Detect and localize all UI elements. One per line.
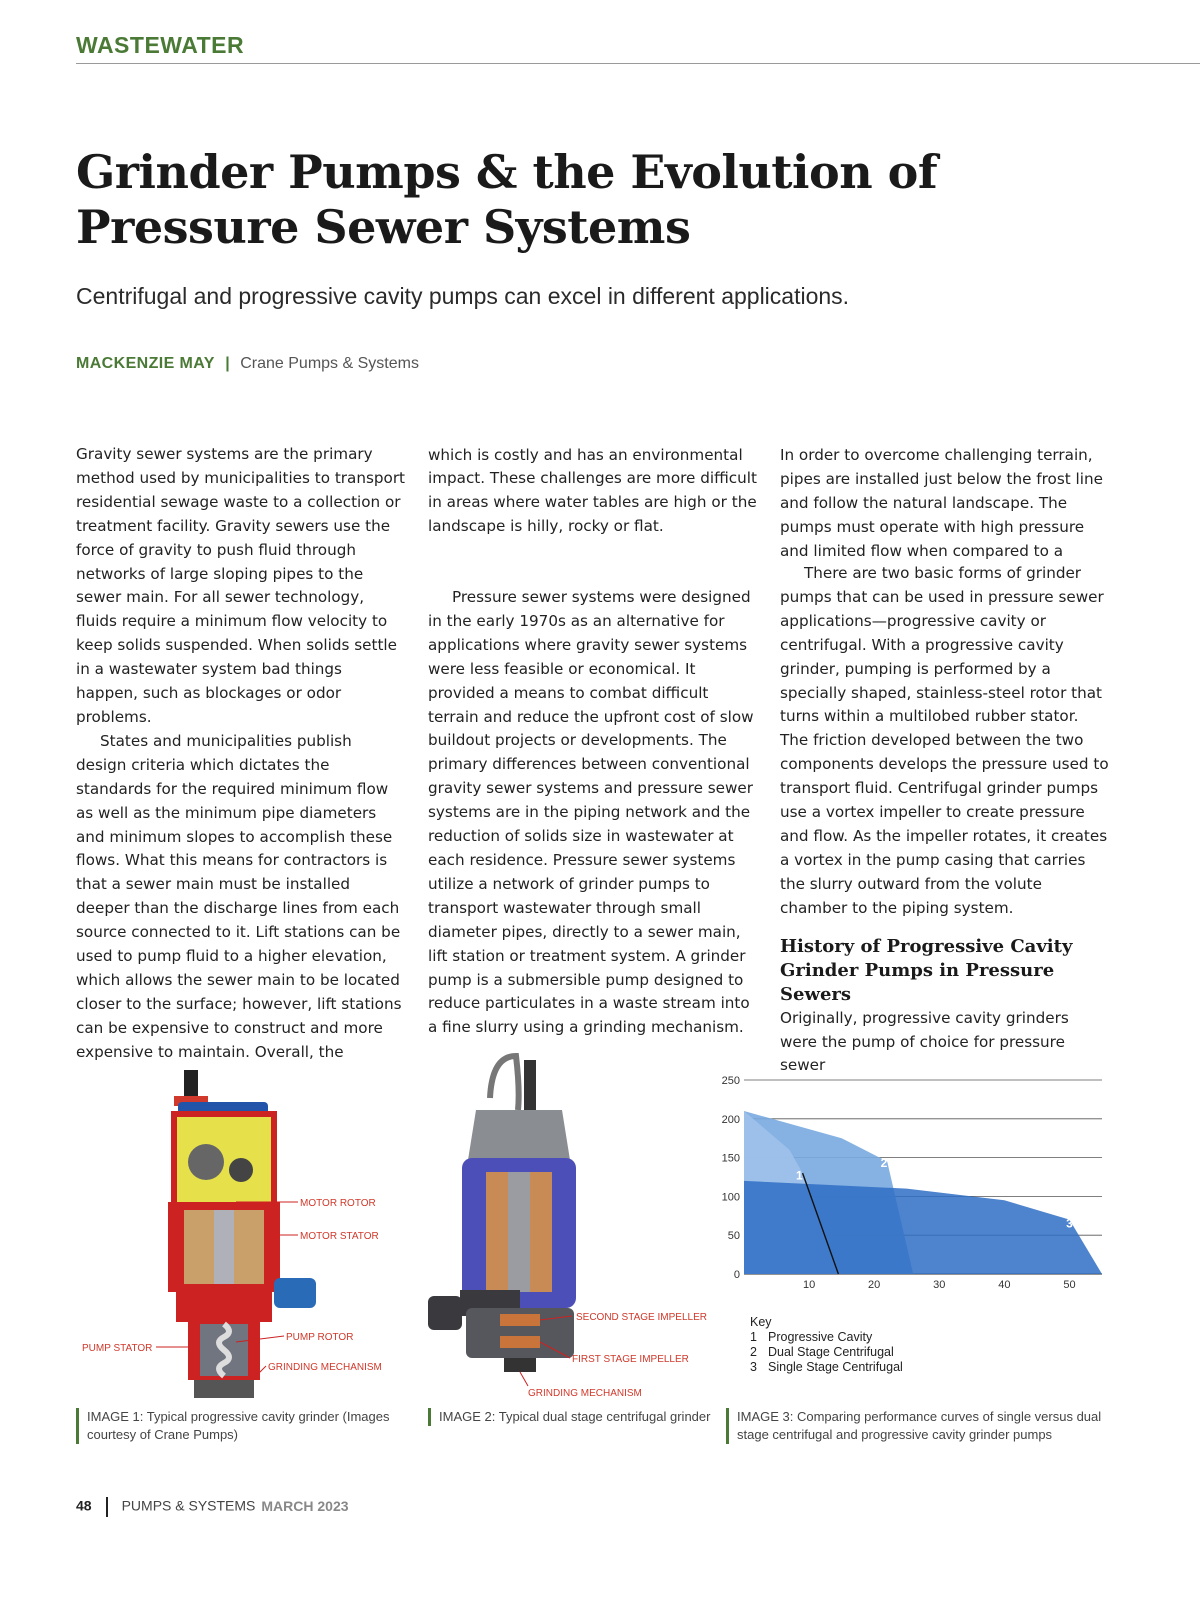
key-number: 1	[750, 1330, 757, 1344]
key-number: 3	[750, 1360, 757, 1374]
cable-gland	[184, 1070, 198, 1100]
chart-key-entry-2	[750, 1345, 894, 1359]
caption-image-3: IMAGE 3: Comparing performance curves of single versus dual stage centrifugal and progressive cavity grinder pumps	[726, 1408, 1107, 1444]
x-tick-label-40: 40	[998, 1279, 1011, 1291]
paragraph-2-continued	[428, 443, 758, 586]
label-motor-rotor: MOTOR ROTOR	[300, 1198, 376, 1209]
article-title	[76, 145, 976, 255]
section-label: WASTEWATER	[76, 32, 245, 58]
x-tick-label-20: 20	[868, 1279, 881, 1291]
cable	[524, 1060, 536, 1112]
article-subtitle: Centrifugal and progressive cavity pumps can excel in different applications.	[76, 283, 850, 309]
motor-shaft	[508, 1172, 530, 1292]
author-organization: Crane Pumps & Systems	[240, 355, 419, 372]
paragraph-5: Originally, progressive cavity grinders were the pump of choice for pressure sewer	[780, 1008, 1069, 1075]
x-tick-label-50: 50	[1063, 1279, 1076, 1291]
title-line-1: Grinder Pumps & the Evolution of	[76, 145, 938, 199]
label-pump-stator: PUMP STATOR	[82, 1343, 153, 1354]
chart-areas	[744, 1111, 1102, 1274]
label-grinding-mechanism-2: GRINDING MECHANISM	[528, 1388, 642, 1399]
grinder-body	[194, 1380, 254, 1398]
byline	[76, 355, 419, 373]
chart-key-title: Key	[750, 1315, 772, 1329]
y-tick-label-100: 100	[721, 1191, 740, 1204]
seal-housing	[176, 1292, 272, 1322]
float-component	[188, 1144, 224, 1180]
title-line-2: Pressure Sewer Systems	[76, 200, 691, 254]
caption-image-1: IMAGE 1: Typical progressive cavity grinder (Images courtesy of Crane Pumps)	[76, 1408, 407, 1444]
paragraph-2: States and municipalities publish design criteria which dictates the standards for the required minimum flow as well as the minimum pipe diameters and minimum slopes to accomplish these flows. What this means for contractors is that a sewer main must be installed deeper than the discharge lines from each source connected to it. Lift stations can be used to pump fluid to a higher elevation, which allows the sewer main to be located closer to the surface; however, lift stations can be expensive to construct and more expensive to maintain. Overall, the	[76, 731, 402, 1061]
chart-key-entry-1	[750, 1330, 873, 1344]
paragraph-3-continued	[780, 443, 1110, 562]
footer-divider	[106, 1497, 108, 1517]
grinding-leader-2	[520, 1372, 528, 1386]
body-column-2	[428, 443, 758, 1038]
top-cover	[468, 1110, 570, 1160]
magazine-name: PUMPS & SYSTEMS	[121, 1497, 256, 1514]
paragraph-4: There are two basic forms of grinder pumps that can be used in pressure sewer applications—progressive cavity or centrifugal. With a progressive cavity grinder, pumping is performed by a specially shaped, stainless-steel rotor that turns within a multilobed rubber stator. The friction developed between the two components develops the pressure used to transport fluid. Centrifugal grinder pumps use a vortex impeller to create pressure and flow. As the impeller rotates, it creates a vortex in the pump casing that carries the slurry outward from the volute chamber to the piping system.	[780, 564, 1109, 917]
x-tick-label-30: 30	[933, 1279, 946, 1291]
key-number: 2	[750, 1345, 757, 1359]
page-footer	[76, 1497, 349, 1517]
paragraph-1: Gravity sewer systems are the primary method used by municipalities to transport residential sewage waste to a collection or treatment facility. Gravity sewers use the force of gravity to push fluid through networks of large sloping pipes to the sewer main. For all sewer technology, fluids require a minimum flow velocity to keep solids suspended. When solids settle in a wastewater system bad things happen, such as blockages or odor problems.	[76, 445, 406, 726]
y-tick-label-0: 0	[733, 1269, 740, 1281]
body-column-1	[76, 443, 406, 1063]
figure-1-pump-cutaway	[76, 1062, 406, 1402]
area-series-3	[744, 1181, 1102, 1274]
label-first-stage-impeller: FIRST STAGE IMPELLER	[572, 1354, 689, 1365]
section-divider	[76, 63, 1200, 64]
paragraph-2-tail: which is costly and has an environmental impact. These challenges are more difficult in areas where water tables are high or the landscape is hilly, rocky or flat.	[428, 445, 757, 536]
motor-rotor-body	[214, 1210, 234, 1284]
key-label: Single Stage Centrifugal	[768, 1360, 903, 1374]
paragraph-3-tail: In order to overcome challenging terrain, pipes are installed just below the frost line and follow the natural landscape. The pumps must operate with high pressure and limited flow when compared to a	[780, 446, 1103, 560]
key-label: Dual Stage Centrifugal	[768, 1345, 894, 1359]
second-stage-impeller-body	[500, 1314, 540, 1326]
author-name: MACKENZIE MAY	[76, 355, 215, 372]
label-motor-stator: MOTOR STATOR	[300, 1231, 379, 1242]
discharge-flange	[428, 1296, 462, 1330]
x-tick-label-10: 10	[802, 1279, 816, 1291]
label-grinding-mechanism: GRINDING MECHANISM	[268, 1362, 382, 1373]
label-second-stage-impeller: SECOND STAGE IMPELLER	[576, 1312, 707, 1323]
chart-key-entry-3	[750, 1360, 903, 1374]
capacitor	[229, 1158, 253, 1182]
label-pump-rotor: PUMP ROTOR	[286, 1332, 354, 1343]
series-marker-2: 2	[880, 1155, 888, 1170]
key-label: Progressive Cavity	[768, 1330, 873, 1344]
first-stage-impeller-body	[500, 1336, 540, 1348]
body-column-3	[780, 443, 1110, 1078]
paragraph-3: Pressure sewer systems were designed in the early 1970s as an alternative for applications where gravity sewer systems were less feasible or economical. It provided a means to combat difficult terrain and reduce the upfront cost of slow buildout projects or developments. The primary differences between conventional gravity sewer systems and pressure sewer systems are in the piping network and the reduction of solids size in wastewater at each residence. Pressure sewer systems utilize a network of grinder pumps to transport wastewater through small diameter pipes, directly to a sewer main, lift station or treatment system. A grinder pump is a submersible pump designed to reduce particulates in a waste stream into a fine slurry using a grinding mechanism.	[428, 588, 754, 1037]
page-number: 48	[76, 1497, 92, 1514]
series-marker-3: 3	[1066, 1216, 1073, 1231]
byline-separator: |	[225, 355, 230, 372]
section-heading: History of Progressive Cavity Grinder Pumps in Pressure Sewers	[780, 935, 1073, 1005]
figure-2-pump-cutaway	[420, 1050, 720, 1402]
discharge-elbow	[274, 1278, 316, 1308]
figure-3-performance-chart	[710, 1062, 1120, 1402]
y-tick-label-250: 250	[721, 1075, 740, 1087]
lift-handle	[490, 1056, 519, 1110]
series-marker-1: 1	[795, 1168, 803, 1183]
y-tick-label-200: 200	[721, 1113, 740, 1126]
issue-date: MARCH 2023	[261, 1497, 349, 1514]
y-tick-label-50: 50	[727, 1230, 740, 1243]
y-tick-label-150: 150	[721, 1152, 740, 1165]
caption-image-2: IMAGE 2: Typical dual stage centrifugal grinder	[428, 1408, 759, 1426]
grinder-cutter	[504, 1358, 536, 1372]
